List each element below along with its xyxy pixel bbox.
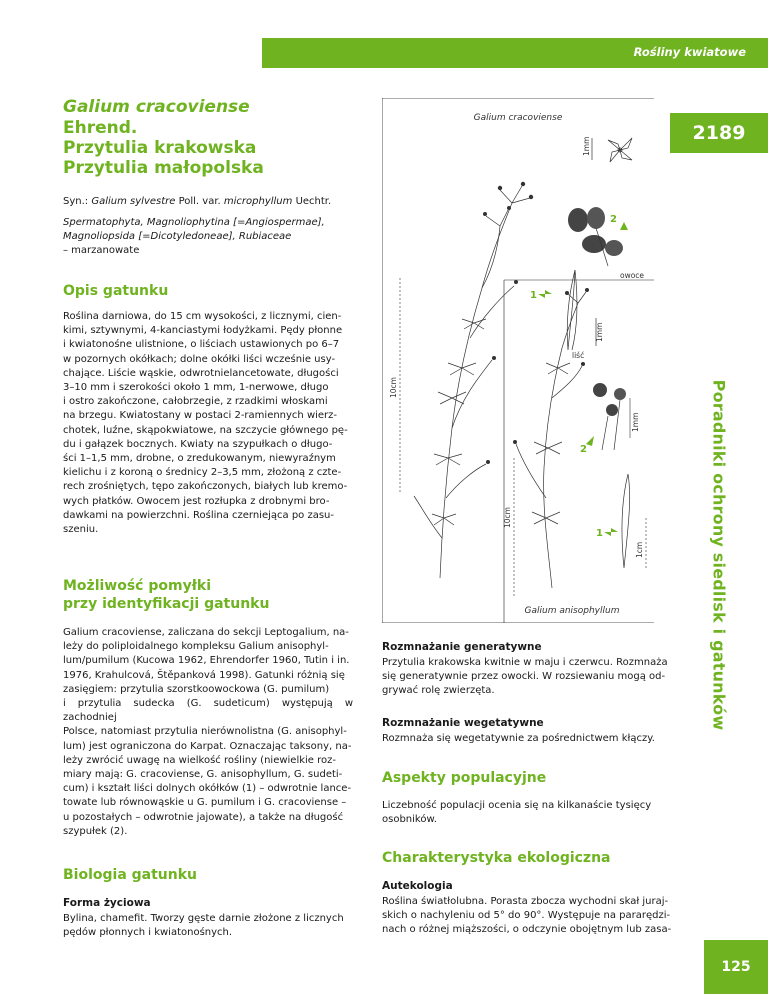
pomylka-line: Galium cracoviense, zaliczana do sekcji Leptogalium, na-	[63, 627, 349, 638]
taxonomy-line-3: – marzanowate	[63, 245, 140, 256]
opis-line: chotek, luźne, skąpokwiatowe, na szczycie głównego pę-	[63, 424, 348, 436]
synonym-prefix: Syn.:	[63, 196, 92, 207]
rozmnazanie-gen-text	[382, 656, 672, 699]
taxonomy-line-2: Magnoliopsida [=Dicotyledoneae], Rubiaceae	[63, 231, 292, 242]
plant-drawing-cracoviense	[414, 182, 533, 578]
opis-line: w pozornych okółkach; dolne okółki liści wcześnie usy-	[63, 353, 336, 365]
subhead-forma: Forma życiowa	[63, 897, 151, 909]
rozmnazanie-gen-line: grywać rolę zwierzęta.	[382, 685, 495, 697]
section-title-opis: Opis gatunku	[63, 283, 169, 299]
pomylka-line: Polsce, natomiast przytulia nierównolistna (G. anisophyl-	[63, 726, 347, 738]
leaf-detail	[567, 270, 596, 350]
header-bar	[262, 38, 768, 68]
rozmnazanie-weg-text	[382, 732, 672, 746]
section-title-ekologia: Charakterystyka ekologiczna	[382, 850, 611, 866]
label-owoce: owoce	[620, 271, 645, 280]
rozmnazanie-gen-line: się generatywnie przez owocki. W rozsiewaniu mogą od-	[382, 671, 666, 683]
section-title-biologia: Biologia gatunku	[63, 867, 198, 883]
aspekty-text	[382, 799, 672, 827]
scale-label-1mm-bottom: 1mm	[631, 412, 640, 432]
pomylka-line: 1976, Krahulcová, Štěpanková 1998). Gatunki różnią się	[63, 669, 345, 681]
side-title	[670, 360, 768, 750]
aspekty-line: Liczebność populacji ocenia się na kilkanaście tysięcy	[382, 800, 652, 811]
species-latin-name: Galium cracoviense	[63, 97, 250, 117]
opis-line: kielichu i z koroną o średnicy 2–3,5 mm, złożoną z czte-	[63, 467, 342, 479]
marker-arrow-2-top	[620, 222, 628, 230]
opis-line: i kwiatonośne ulistnione, o liściach ustawionych po 6–7	[63, 339, 340, 351]
forma-text	[63, 912, 353, 940]
taxonomy-line-1: Spermatophyta, Magnoliophytina [=Angiospermae],	[63, 217, 325, 228]
marker-2-top: 2	[610, 214, 617, 225]
subhead-rozmnazanie-weg: Rozmnażanie wegetatywne	[382, 717, 544, 729]
scale-label-1cm: 1cm	[635, 541, 644, 558]
synonym-author: Uechtr.	[292, 196, 332, 207]
opis-line: kimi, sztywnymi, 4-kanciastymi łodyżkami. Pędy płonne	[63, 325, 343, 337]
polish-name-1: Przytulia krakowska	[63, 138, 257, 158]
synonym-rest: Poll. var.	[175, 196, 224, 207]
label-lisc: liść	[572, 351, 585, 360]
pomylka-line: lum/pumilum (Kucowa 1962, Ehrendorfer 1960, Tutin i in.	[63, 655, 350, 667]
forma-line: pędów płonnych i kwiatonośnych.	[63, 927, 233, 939]
flower-detail	[582, 137, 632, 162]
opis-line: wych płatków. Owocem jest rozłupka z drobnymi bro-	[63, 495, 330, 507]
fruit-detail-anisophyllum	[593, 383, 626, 450]
marker-1-bottom: 1	[596, 528, 603, 539]
opis-line: dawkami na powierzchni. Roślina czerniejąca po zasu-	[63, 509, 335, 521]
pomylka-line: lum) jest ograniczona do Karpat. Oznaczając taksony, na-	[63, 740, 352, 752]
opis-line: szeniu.	[63, 524, 99, 536]
marker-arrow-1-top	[538, 290, 552, 298]
rozmnazanie-weg-line: Rozmnaża się wegetatywnie za pośrednictwem kłączy.	[382, 733, 655, 744]
marker-2-bottom: 2	[580, 444, 587, 455]
species-author: Ehrend.	[63, 118, 138, 138]
polish-name-2: Przytulia małopolska	[63, 158, 264, 178]
pomylka-line: zasięgiem: przytulia szorstkoowockowa (G. pumilum)	[63, 683, 330, 695]
pomylka-line: miary mają: G. cracoviense, G. anisophyllum, G. sudeti-	[63, 769, 343, 781]
forma-line: Bylina, chamefit. Tworzy gęste darnie złożone z licznych	[63, 913, 344, 924]
opis-line: 3–10 mm i szerokości około 1 mm, 1-nerwowe, długo	[63, 382, 329, 394]
section-title-pomylka-2: przy identyfikacji gatunku	[63, 596, 270, 612]
opis-line: du i gałązek bocznych. Kwiaty na szypułkach o długo-	[63, 438, 333, 450]
page-number: 125	[704, 940, 768, 994]
aspekty-line: osobników.	[382, 814, 437, 826]
side-title-text: Poradniki ochrony siedlisk i gatunków	[709, 379, 729, 731]
leaf-detail-anisophyllum	[622, 474, 630, 568]
ekologia-line: Roślina światłolubna. Porasta zbocza wychodni skał juraj-	[382, 896, 669, 907]
section-title-aspekty: Aspekty populacyjne	[382, 770, 547, 786]
botanical-figure-svg	[382, 98, 654, 623]
synonym-name2: microphyllum	[223, 196, 293, 207]
pomylka-line: leży do poliploidalnego kompleksu Galium anisophyl-	[63, 641, 329, 653]
scale-label-10cm-bottom: 10cm	[503, 507, 512, 528]
opis-line: chające. Liście wąskie, odwrotnielancetowate, długości	[63, 367, 339, 379]
subhead-rozmnazanie-gen: Rozmnażanie generatywne	[382, 641, 542, 653]
figure-label-top: Galium cracoviense	[473, 113, 563, 123]
pomylka-line: i przytulia sudecka (G. sudeticum) występują w zachodniej	[63, 698, 353, 724]
ekologia-line: nach o różnej miąższości, o odczynie obojętnym lub zasa-	[382, 924, 672, 936]
opis-line: na brzegu. Kwiatostany w postaci 2-ramiennych wierz-	[63, 410, 338, 422]
pomylka-text	[63, 626, 353, 839]
pomylka-line: u pozostałych – odwrotnie jajowate), a także na długość	[63, 811, 344, 823]
ekologia-text	[382, 895, 672, 938]
rozmnazanie-gen-line: Przytulia krakowska kwitnie w maju i czerwcu. Rozmnaża	[382, 657, 668, 668]
subhead-autekologia: Autekologia	[382, 880, 453, 892]
ekologia-line: skich o nachyleniu od 5° do 90°. Występuje na pararędzi-	[382, 910, 671, 922]
synonym-name: Galium sylvestre	[91, 196, 176, 207]
header-category: Rośliny kwiatowe	[633, 45, 746, 59]
botanical-figure	[382, 98, 654, 623]
marker-arrow-1-bottom	[604, 528, 618, 536]
pomylka-line: szypułek (2).	[63, 825, 128, 837]
marker-1-top: 1	[530, 290, 537, 301]
pomylka-line: cum) i kształt liści dolnych okółków (1) – odwrotnie lance-	[63, 783, 352, 795]
opis-line: ści 1–1,5 mm, drobne, o zredukowanym, niewyraźnym	[63, 453, 336, 465]
scale-label-leaf: 1mm	[595, 322, 604, 342]
opis-line: i ostro zakończone, całobrzegie, z rzadkimi włoskami	[63, 396, 328, 408]
opis-line: rech zrośniętych, tępo zakończonych, białych lub kremo-	[63, 481, 348, 493]
pomylka-line: leży zwrócić uwagę na wielkość rośliny (niewielkie roz-	[63, 754, 336, 766]
plant-drawing-anisophyllum	[513, 288, 589, 588]
scale-label-10cm: 10cm	[389, 377, 398, 398]
figure-label-bottom: Galium anisophyllum	[524, 606, 620, 616]
species-code-badge: 2189	[670, 113, 768, 153]
section-title-pomylka-1: Możliwość pomyłki	[63, 578, 212, 594]
marker-arrow-2-bottom	[586, 436, 594, 446]
pomylka-line: towate lub równowąskie u G. pumilum i G. cracoviense –	[63, 797, 347, 809]
synonym-line	[63, 195, 331, 209]
opis-text	[63, 310, 353, 537]
scale-label-flower: 1mm	[582, 136, 591, 156]
opis-line: Roślina darniowa, do 15 cm wysokości, z licznymi, cien-	[63, 311, 342, 322]
